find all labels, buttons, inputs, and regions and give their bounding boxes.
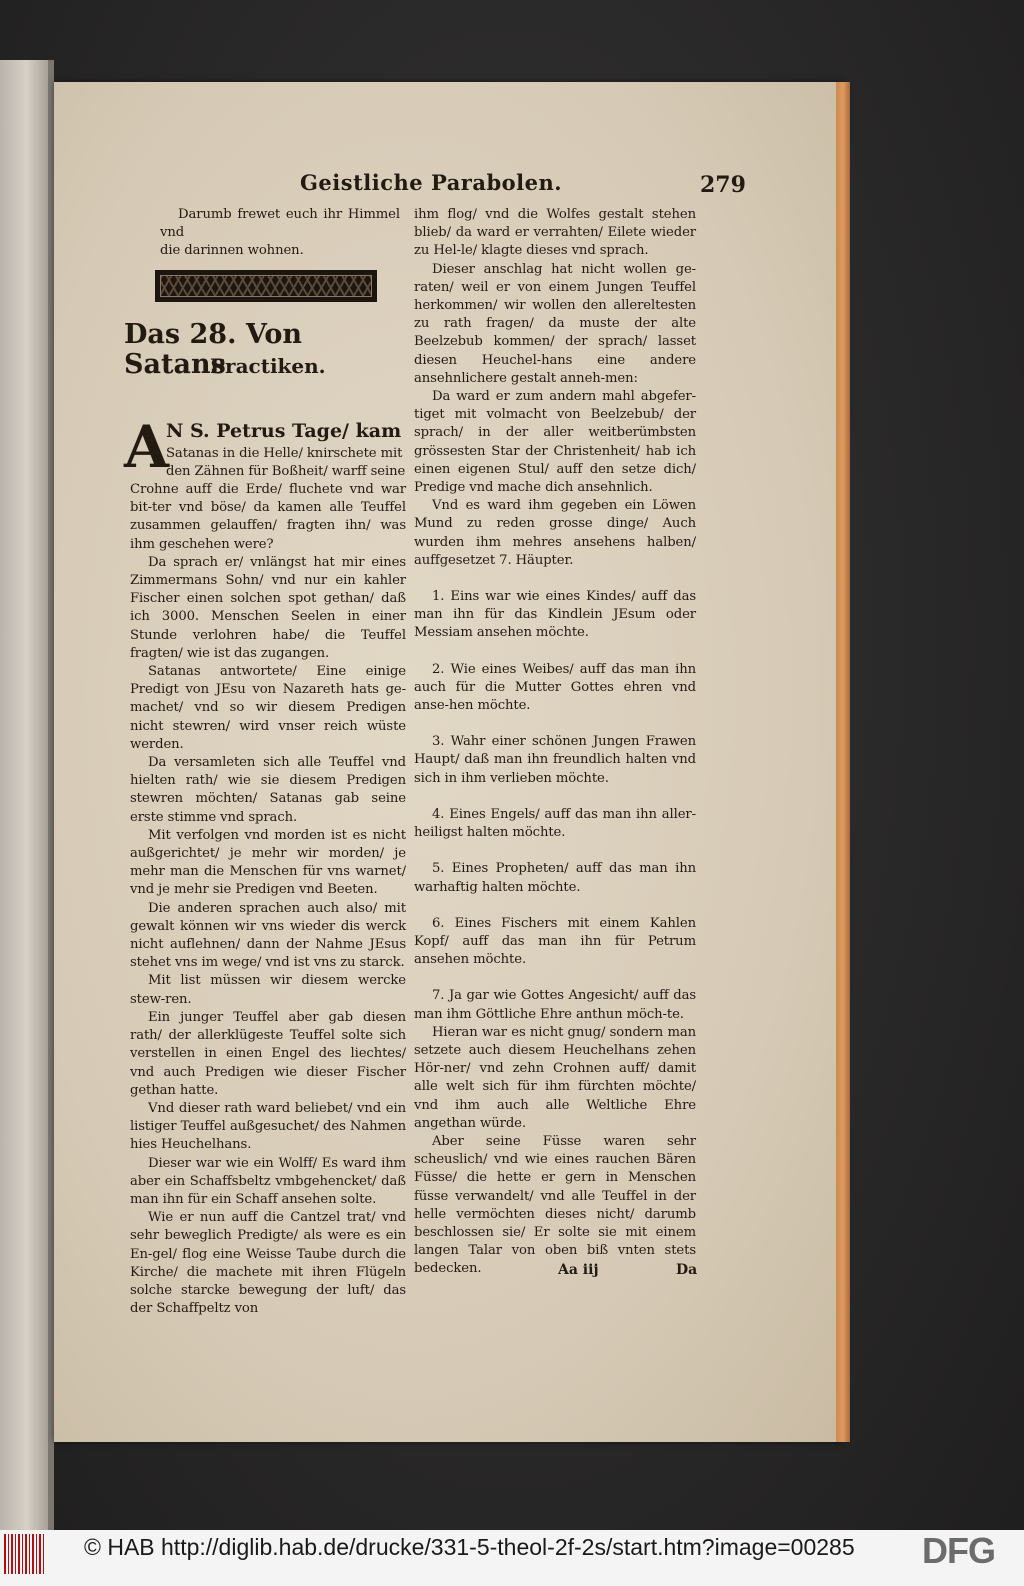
text-line: Darumb frewet euch ihr Himmel vnd [160, 207, 400, 241]
signature-mark: Aa iij [558, 1262, 599, 1278]
paragraph: Mit verfolgen vnd morden ist es nicht außgerichtet/ je mehr wir morden/ je mehr man die Menschen für vns warnet/ vnd je mehr sie Predigen vnd Beeten. [130, 827, 406, 898]
list-item: 5. Eines Propheten/ auff das man ihn warhaftig halten möchte. [414, 861, 696, 895]
page-fore-edge [836, 82, 850, 1442]
paragraph: Vnd es ward ihm gegeben ein Löwen Mund zu reden grosse dinge/ Auch wurden ihm mehres ansehens halben/ auffgesetzet 7. Häupter. [414, 498, 696, 568]
source-link[interactable]: © HAB http://diglib.hab.de/drucke/331-5-theol-2f-2s/start.htm?image=00285 [84, 1534, 855, 1560]
chapter-title: Das 28. Von Satans [124, 319, 302, 380]
text-line: den Zähnen für Boßheit/ warff seine [166, 464, 406, 480]
right-column [414, 206, 696, 1279]
paragraph: Dieser war wie ein Wolff/ Es ward ihm aber ein Schaffsbeltz vmbgehencket/ daß man ihn für ein Schaff ansehen solte. [130, 1155, 406, 1207]
paragraph: Crohne auff die Erde/ fluchete vnd war bit-ter vnd böse/ da kamen alle Teuffel zusammen gelauffen/ fragten ihn/ was ihm geschehen were? [130, 482, 406, 552]
list-item: 7. Ja gar wie Gottes Angesicht/ auff das man ihm Göttliche Ehre anthun möch-te. [414, 988, 696, 1022]
paragraph: Da ward er zum andern mahl abgefer-tiget mit volmacht von Beelzebub/ der sprach/ in der aller weitberümbsten grössesten Star der Christenheit/ hab ich einen eigenen Stul/ auff den setze dich/ Predige vnd mache dich ansehnlich. [414, 389, 696, 496]
paragraph: Die anderen sprachen auch also/ mit gewalt können wir vns wieder dis werck nicht auflehnen/ dann der Nahme JEsus stehet vns im wege/ vnd ist vns zu starck. [130, 900, 406, 971]
paragraph: Wie er nun auff die Cantzel trat/ vnd sehr beweglich Predigte/ als were es ein En-gel/ flog eine Weisse Taube durch die Kirche/ die machete mit ihren Flügeln solche starcke bewegung der luft/ das der Schaffpeltz von [130, 1210, 406, 1317]
list-item: 2. Wie eines Weibes/ auff das man ihn auch für die Mutter Gottes ehren vnd anse-hen möchte. [414, 661, 696, 714]
left-column [130, 481, 406, 1318]
paragraph: Aber seine Füsse waren sehr scheuslich/ vnd wie eines rauchen Bären Füsse/ die hette er gern in Menschen füsse verwandelt/ vnd alle Teuffel in der helle vermöchten dieses nicht/ darumb beschlossen sie/ Er solte sie mit einem langen Talar von oben biß vnten stets bedecken. [414, 1133, 696, 1277]
paragraph: Satanas antwortete/ Eine einige Predigt von JEsu von Nazareth hats ge-machet/ vnd so wir diesem Predigen nicht stewren/ wird vnser reich wüste werden. [130, 664, 406, 752]
paragraph: Da sprach er/ vnlängst hat mir eines Zimmermans Sohn/ vnd nur ein kahler Fischer einen solchen spot gethan/ daß ich 3000. Menschen Seelen in einer Stunde verlohren habe/ die Teuffel fragten/ wie ist das zugangen. [130, 554, 406, 661]
previous-page-edge [0, 60, 48, 1530]
running-head: Geistliche Parabolen. [300, 170, 563, 195]
list-item: 3. Wahr einer schönen Jungen Frawen Haupt/ daß man ihn freundlich halten vnd sich in ihm verlieben möchte. [414, 734, 696, 786]
drop-capital: A [124, 413, 170, 481]
paragraph: Dieser anschlag hat nicht wollen ge-raten/ weil er von einem Jungen Teuffel herkommen/ wir wollen den allereltesten zu rath fragen/ da muste der alte Beelzebub kommen/ der sprach/ lasset diesen Heuchel-hans eine andere ansehnlichere gestalt anneh-men: [414, 261, 696, 386]
paragraph: ihm flog/ vnd die Wolfes gestalt stehen blieb/ da ward er verrahten/ Eilete wieder zu Hel-le/ klagte dieses vnd sprach. [414, 207, 696, 259]
ornament-band [155, 270, 377, 302]
paragraph: Hieran war es nicht gnug/ sondern man setzete auch diesem Heuchelhans zehen Hör-ner/ vnd zehn Crohnen auff/ damit alle welt sich für ihm fürchten möchte/ vnd ihm auch alle Weltliche Ehre angethan würde. [414, 1024, 696, 1131]
list-item: 1. Eins war wie eines Kindes/ auff das man ihn für das Kindlein JEsum oder Messiam ansehen möchte. [414, 589, 696, 641]
catchword: Da [676, 1262, 698, 1278]
list-item: 4. Eines Engels/ auff das man ihn aller-heiligst halten möchte. [414, 806, 696, 841]
paragraph: Ein junger Teuffel aber gab diesen rath/ der allerklügeste Teuffel solte sich verstellen in einen Engel des liechtes/ vnd auch Predigen wie dieser Fischer gethan hatte. [130, 1009, 406, 1098]
page-number: 279 [700, 172, 746, 198]
barcode-icon [4, 1534, 44, 1574]
list-item: 6. Eines Fischers mit einem Kahlen Kopf/ auff das man ihn für Petrum ansehen möchte. [414, 915, 696, 968]
text-line: Satanas in die Helle/ knirschete mit [166, 446, 403, 461]
paragraph: Da versamleten sich alle Teuffel vnd hielten rath/ wie sie diesem Predigen stewren möchten/ Satanas gab seine erste stimme vnd sprach. [130, 755, 406, 825]
dfg-logo: DFG [922, 1530, 995, 1571]
paragraph: Vnd dieser rath ward beliebet/ vnd ein listiger Teuffel außgesuchet/ des Nahmen hies Heuchelhans. [130, 1100, 406, 1153]
left-column-indented [166, 445, 406, 481]
left-column-top [160, 206, 400, 261]
ornament-pattern [160, 275, 372, 297]
text-line: die darinnen wohnen. [160, 243, 304, 259]
chapter-subtitle: Practiken. [210, 354, 326, 378]
opening-line: N S. Petrus Tage/ kam [166, 420, 402, 442]
paragraph: Mit list müssen wir diesem wercke stew-ren. [130, 973, 406, 1007]
